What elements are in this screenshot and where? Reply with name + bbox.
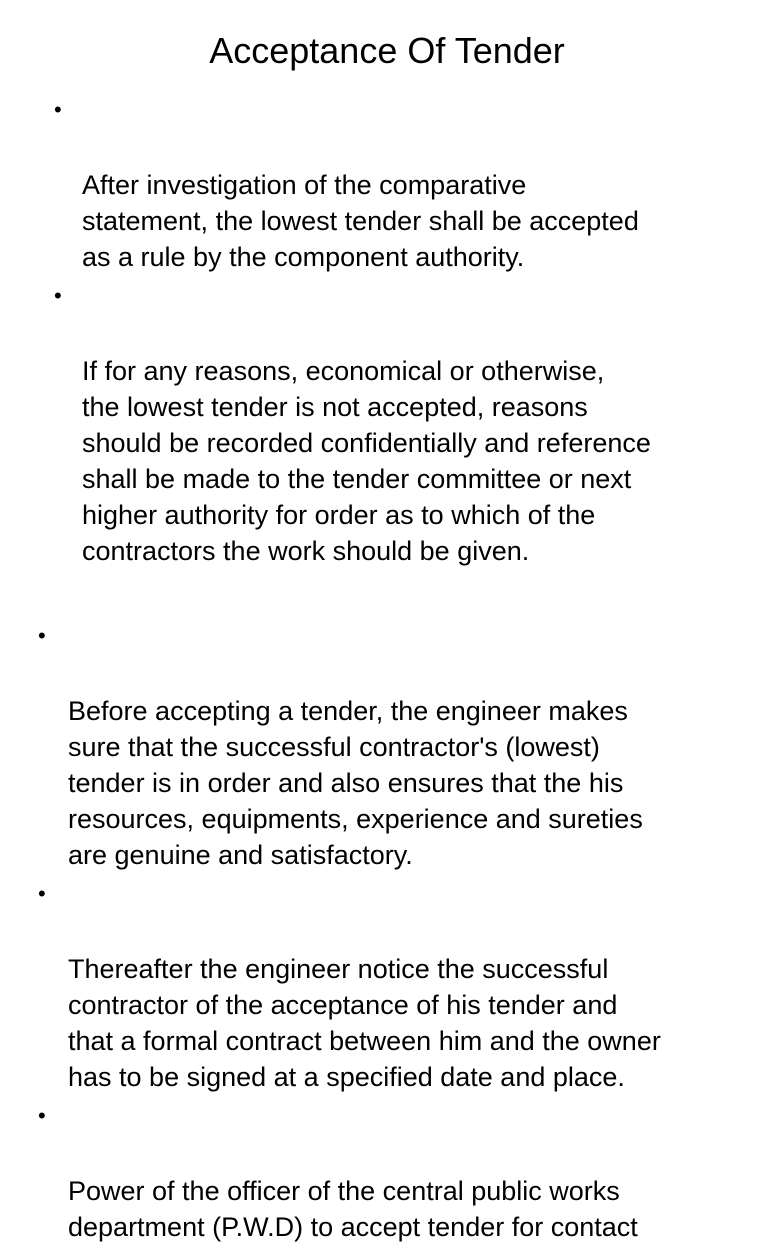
slide-title: Acceptance Of Tender <box>209 30 565 71</box>
bullet-icon: • <box>54 283 62 308</box>
bullet-item <box>54 95 742 275</box>
bullet-text: After investigation of the comparative statement, the lowest tender shall be accepted as a rule by the component authority. <box>82 170 639 272</box>
bullet-icon: • <box>38 1103 46 1128</box>
bullet-text: Power of the officer of the central public works department (P.W.D) to accept tender for contact <box>68 1176 638 1242</box>
top-bullet-list <box>54 95 742 575</box>
bullet-text: If for any reasons, economical or otherwise, the lowest tender is not accepted, reasons should be recorded confidentially and reference shall be made to the tender committee or next higher authority for order as to which of the contractors the work should be given. <box>82 356 651 566</box>
bullet-icon: • <box>38 881 46 906</box>
bottom-bullet-list <box>38 621 748 1251</box>
bullet-text: Before accepting a tender, the engineer makes sure that the successful contractor's (lowest) tender is in order and also ensures that the his resources, equipments, experience and sureties are genuine and satisfactory. <box>68 696 643 870</box>
bullet-item <box>38 1101 748 1245</box>
bullet-icon: • <box>54 97 62 122</box>
bullet-item <box>38 879 748 1095</box>
bullet-icon: • <box>38 623 46 648</box>
bullet-item <box>54 281 742 569</box>
bullet-text: Thereafter the engineer notice the successful contractor of the acceptance of his tender and that a formal contract between him and the owner has to be signed at a specified date and place. <box>68 954 661 1092</box>
bullet-item <box>38 621 748 873</box>
